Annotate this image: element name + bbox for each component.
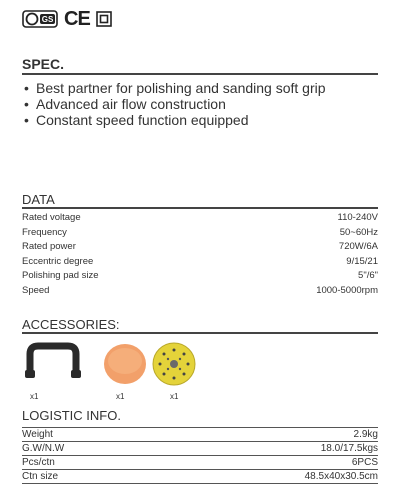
- list-item: • Constant speed function equipped: [24, 112, 249, 128]
- backing-plate-image: [153, 343, 195, 385]
- handle-quantity: x1: [30, 392, 39, 401]
- ce-mark: CE: [64, 8, 90, 30]
- handle-image: [25, 346, 81, 378]
- svg-text:GS: GS: [41, 15, 54, 24]
- table-row: Speed 1000-5000rpm: [22, 284, 378, 296]
- accessory-images: [22, 340, 222, 400]
- double-square-icon: [96, 11, 112, 27]
- table-row: Weight 2.9kg: [22, 429, 378, 440]
- table-row: Rated power 720W/6A: [22, 241, 378, 252]
- foam-pad-quantity: x1: [116, 392, 125, 401]
- spec-rule: [22, 73, 378, 75]
- table-row: Ctn size 48.5x40x30.5cm: [22, 471, 378, 482]
- data-title: DATA: [22, 192, 55, 207]
- table-row: Rated voltage 110-240V: [22, 212, 378, 223]
- list-item: • Advanced air flow construction: [24, 96, 226, 112]
- accessories-title: ACCESSORIES:: [22, 317, 120, 332]
- table-row: Frequency 50~60Hz: [22, 226, 378, 238]
- table-row: Pcs/ctn 6PCS: [22, 457, 378, 468]
- logistic-table: [22, 427, 378, 484]
- accessories-rule: [22, 332, 378, 334]
- backing-plate-quantity: x1: [170, 392, 179, 401]
- data-table: [22, 211, 378, 298]
- foam-pad-image: [104, 344, 146, 384]
- table-row: Polishing pad size 5"/6": [22, 270, 378, 281]
- table-row: Eccentric degree 9/15/21: [22, 255, 378, 267]
- certification-marks: [22, 8, 112, 30]
- logistic-title: LOGISTIC INFO.: [22, 408, 121, 423]
- list-item: • Best partner for polishing and sanding soft grip: [24, 80, 326, 96]
- spec-title: SPEC.: [22, 56, 65, 72]
- table-row: G.W/N.W 18.0/17.5kgs: [22, 443, 378, 454]
- spec-bullet-list: [24, 80, 326, 128]
- data-rule: [22, 207, 378, 209]
- gs-mark-icon: [22, 10, 58, 28]
